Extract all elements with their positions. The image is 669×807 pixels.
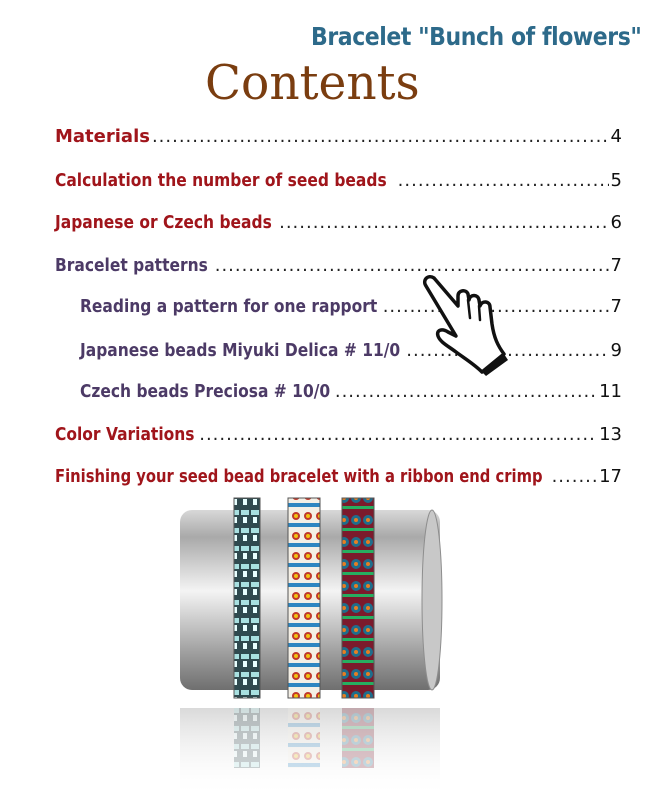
toc-entry-label: Finishing your seed bead bracelet with a ribbon end crimp bbox=[55, 466, 543, 487]
toc-entry-miyuki-delica[interactable] bbox=[80, 340, 622, 361]
leader-dots bbox=[199, 424, 597, 445]
toc-entry-materials[interactable] bbox=[55, 126, 622, 147]
toc-entry-label: Calculation the number of seed beads bbox=[55, 170, 387, 191]
document-title: Bracelet "Bunch of flowers" bbox=[310, 22, 641, 51]
toc-page-number: 7 bbox=[610, 255, 622, 276]
toc-page-number: 5 bbox=[610, 170, 622, 191]
toc-entry-label: Materials bbox=[55, 126, 150, 147]
toc-entry-finishing[interactable] bbox=[55, 466, 622, 487]
toc-entry-label: Reading a pattern for one rapport bbox=[80, 296, 378, 317]
toc-entry-bracelet-patterns[interactable] bbox=[55, 255, 622, 276]
toc-page-number: 4 bbox=[610, 126, 622, 147]
leader-dots bbox=[335, 381, 597, 402]
leader-dots bbox=[279, 212, 608, 233]
toc-entry-label: Japanese or Czech beads bbox=[55, 212, 272, 233]
leader-dots bbox=[398, 170, 609, 191]
toc-page-number: 13 bbox=[599, 424, 622, 445]
toc-page-number: 7 bbox=[610, 296, 622, 317]
toc-entry-label: Bracelet patterns bbox=[55, 255, 208, 276]
pointing-hand-icon bbox=[412, 272, 517, 377]
toc-entry-label: Color Variations bbox=[55, 424, 195, 445]
toc-entry-japanese-or-czech[interactable] bbox=[55, 212, 622, 233]
toc-page-number: 6 bbox=[610, 212, 622, 233]
toc-entry-preciosa[interactable] bbox=[80, 381, 622, 402]
toc-page-number: 9 bbox=[610, 340, 622, 361]
toc-entry-calculation[interactable] bbox=[55, 170, 622, 191]
toc-entry-reading-pattern[interactable] bbox=[80, 296, 622, 317]
toc-entry-label: Japanese beads Miyuki Delica # 11/0 bbox=[80, 340, 401, 361]
contents-heading: Contents bbox=[205, 55, 420, 111]
leader-dots bbox=[152, 126, 609, 147]
toc-entry-color-variations[interactable] bbox=[55, 424, 622, 445]
leader-dots bbox=[552, 466, 598, 487]
toc-page-number: 17 bbox=[599, 466, 622, 487]
bracelet-display-image bbox=[170, 490, 450, 800]
toc-entry-label: Czech beads Preciosa # 10/0 bbox=[80, 381, 331, 402]
toc-page-number: 11 bbox=[599, 381, 622, 402]
